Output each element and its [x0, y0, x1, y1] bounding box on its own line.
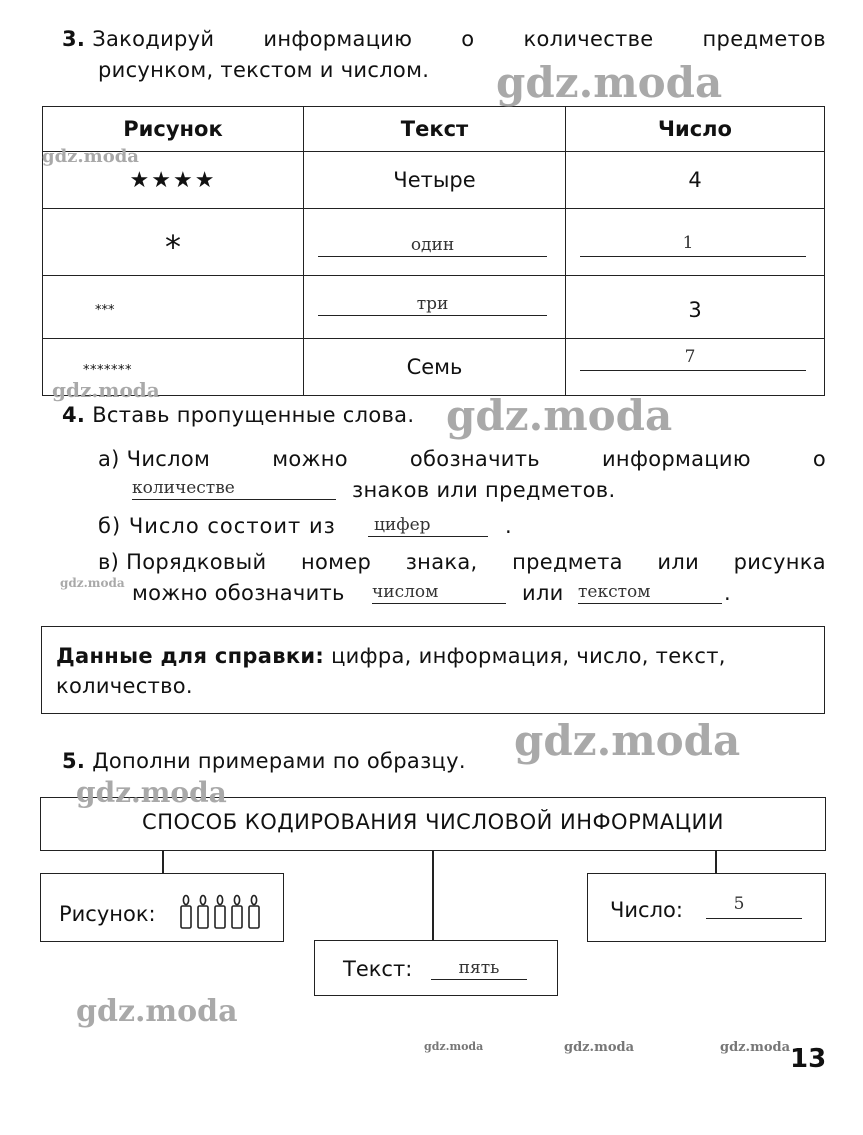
task5-title-line	[62, 746, 466, 776]
answer-blank-c1[interactable]	[372, 579, 506, 604]
task4-word: о	[812, 447, 826, 471]
watermark: gdz.moda	[52, 378, 160, 402]
task4-word: номер	[300, 550, 372, 574]
diagram-header: СПОСОБ КОДИРОВАНИЯ ЧИСЛОВОЙ ИНФОРМАЦИИ	[142, 810, 724, 834]
header-number: Число	[566, 107, 825, 152]
answer-blank[interactable]	[318, 293, 547, 316]
handwritten-answer: 1	[682, 233, 694, 253]
task3-number: 3.	[62, 27, 86, 51]
watermark: gdz.moda	[514, 716, 741, 765]
handwritten-answer: один	[410, 235, 455, 255]
task3-table	[42, 106, 825, 396]
number-label: Число:	[610, 898, 683, 922]
candle-flame	[251, 896, 256, 905]
item-label: б)	[98, 514, 122, 538]
task3-line1	[62, 24, 826, 54]
picture-label: Рисунок:	[59, 902, 156, 926]
task4c-line1	[98, 547, 826, 577]
table-row	[43, 152, 825, 209]
table-header-row	[43, 107, 825, 152]
reference-label: Данные для справки:	[56, 644, 325, 668]
task3-word: информацию	[263, 27, 413, 51]
handwritten-answer: цифер	[374, 515, 431, 535]
task5-number: 5.	[62, 749, 86, 773]
task4b-text: Число состоит из	[128, 514, 336, 538]
task3-word: Закодируй	[92, 27, 215, 51]
picture-box	[40, 873, 284, 942]
task4-number: 4.	[62, 403, 86, 427]
task4-word: рисунка	[733, 550, 826, 574]
watermark: gdz.moda	[446, 391, 673, 440]
row1-text: Четыре	[304, 152, 566, 209]
table-row	[43, 209, 825, 276]
task5-title: Дополни примерами по образцу.	[92, 749, 466, 773]
answer-blank[interactable]	[580, 234, 806, 257]
header-text: Текст	[304, 107, 566, 152]
candle-flame	[183, 896, 188, 905]
watermark: gdz.moda	[76, 994, 238, 1029]
handwritten-answer: количестве	[132, 478, 235, 498]
task4-word: Порядковый	[126, 550, 267, 574]
task4-word: обозначить	[409, 447, 540, 471]
handwritten-answer: пять	[458, 958, 500, 978]
connector-line	[715, 850, 717, 874]
watermark: gdz.moda	[60, 576, 125, 590]
text-label: Текст:	[343, 957, 413, 981]
table-row	[43, 276, 825, 339]
task4-title: Вставь пропущенные слова.	[92, 403, 415, 427]
row2-number-cell	[566, 209, 825, 276]
watermark: gdz.moda	[42, 146, 139, 167]
candle-flame	[200, 896, 205, 905]
row3-picture	[43, 276, 304, 339]
task4a-line1	[98, 444, 826, 474]
task4-word: можно	[272, 447, 348, 471]
asterisks: *******	[83, 363, 132, 378]
header-picture: Рисунок	[43, 107, 304, 152]
text-box	[314, 940, 558, 996]
task4-word: информацию	[601, 447, 751, 471]
row2-picture: *	[43, 209, 304, 276]
task4-word: предмета	[512, 550, 623, 574]
connector-line	[162, 850, 164, 874]
task3-word: предметов	[702, 27, 826, 51]
reference-text: цифра, информация, число, текст,	[324, 644, 726, 668]
watermark: gdz.moda	[564, 1040, 635, 1055]
watermark: gdz.moda	[424, 1040, 484, 1053]
answer-blank[interactable]	[580, 348, 806, 371]
row2-text-cell	[304, 209, 566, 276]
answer-blank-a[interactable]	[132, 475, 336, 500]
connector-line	[432, 850, 434, 940]
task3-word: о	[461, 27, 475, 51]
reference-line1	[56, 641, 808, 671]
task4c-text: можно обозначить	[132, 581, 345, 605]
row3-number: 3	[566, 276, 825, 339]
task4c-end: .	[724, 581, 731, 605]
candle-body	[215, 906, 225, 928]
task4-title-line	[62, 400, 414, 430]
task4c-or: или	[522, 581, 564, 605]
task4b-end: .	[505, 514, 512, 538]
row1-picture: ★★★★	[43, 152, 304, 209]
reference-line2: количество.	[56, 674, 193, 698]
row4-text: Семь	[304, 339, 566, 396]
answer-blank-text[interactable]	[431, 955, 527, 980]
task3-word: количестве	[523, 27, 654, 51]
item-label: а)	[98, 447, 120, 471]
candle-flame	[234, 896, 239, 905]
watermark: gdz.moda	[720, 1040, 791, 1055]
handwritten-answer: текстом	[578, 582, 651, 602]
candle-body	[249, 906, 259, 928]
task4b-line	[98, 511, 336, 541]
watermark: gdz.moda	[496, 58, 723, 107]
page-number: 13	[790, 1044, 827, 1074]
candle-body	[198, 906, 208, 928]
watermark: gdz.moda	[76, 776, 227, 809]
answer-blank-b[interactable]	[368, 512, 488, 537]
row4-number-cell	[566, 339, 825, 396]
candle-body	[181, 906, 191, 928]
asterisks: ***	[95, 303, 115, 318]
task4-word: Числом	[126, 447, 211, 471]
handwritten-answer: 5	[733, 894, 745, 914]
row3-text-cell	[304, 276, 566, 339]
candle-flame	[217, 896, 222, 905]
task4-word: или	[657, 550, 700, 574]
number-box	[587, 873, 826, 942]
answer-blank[interactable]	[318, 234, 547, 257]
task4-word: знака,	[405, 550, 478, 574]
handwritten-answer: числом	[372, 582, 439, 602]
reference-box	[41, 626, 825, 714]
answer-blank-c2[interactable]	[578, 579, 722, 604]
handwritten-answer: три	[416, 294, 449, 314]
item-label: в)	[98, 550, 120, 574]
candles-icon	[179, 894, 269, 930]
task3-line2: рисунком, текстом и числом.	[98, 58, 430, 82]
row1-number: 4	[566, 152, 825, 209]
task4a-rest: знаков или предметов.	[352, 478, 616, 502]
answer-blank-number[interactable]	[706, 894, 802, 919]
handwritten-answer: 7	[684, 347, 696, 367]
candle-body	[232, 906, 242, 928]
